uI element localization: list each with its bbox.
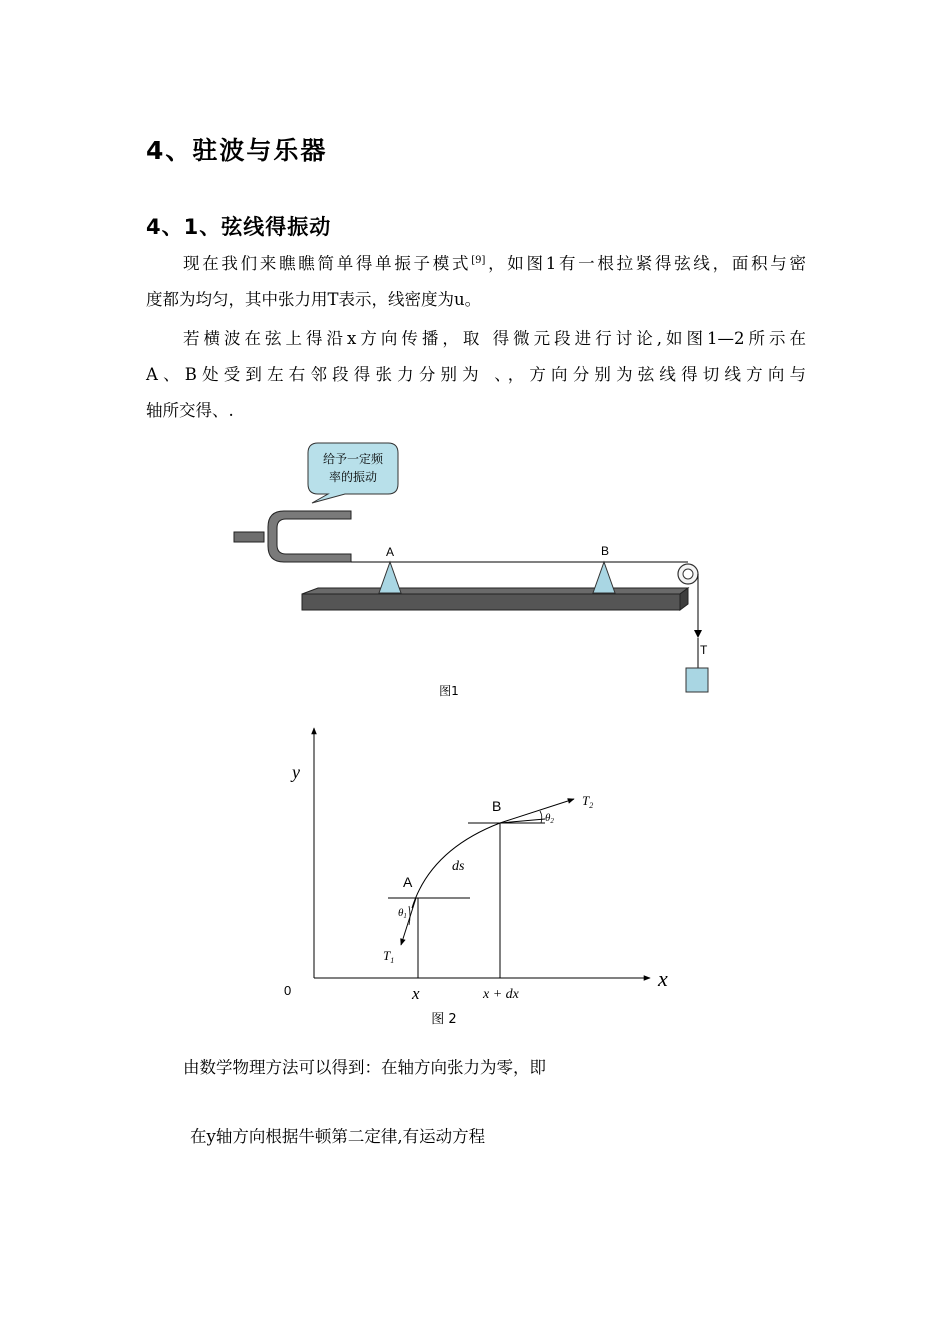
x-axis-label: x	[658, 966, 668, 991]
hanging-weight	[686, 668, 708, 692]
theta2-arc	[540, 811, 542, 823]
theta1-arc	[409, 906, 410, 925]
figure-2-caption: 图 2	[431, 1012, 457, 1027]
string-curve	[412, 819, 545, 908]
x-tick-label: x	[412, 984, 420, 1003]
paragraph-2-line-1: 若横波在弦上得沿x方向传播，取 得微元段进行讨论,如图1—2所示在	[183, 329, 806, 348]
y-axis-label: y	[292, 762, 300, 782]
support-a	[379, 562, 401, 593]
ds-label: ds	[452, 859, 465, 874]
citation: [9]	[471, 255, 486, 266]
point-a-label: A	[403, 874, 413, 890]
pulley	[678, 564, 698, 584]
theta2-label: θ2	[545, 812, 554, 825]
paragraph-2-line-3: 轴所交得、.	[146, 401, 234, 420]
origin-label: 0	[284, 983, 292, 998]
figure-1-string-apparatus	[0, 430, 950, 710]
section-heading: 4、驻波与乐器	[146, 136, 328, 165]
label-a: A	[385, 545, 395, 559]
t1-label: $T_1$	[383, 948, 395, 965]
paragraph-1-line-2: 度都为均匀，其中张力用T表示，线密度为u。	[146, 290, 482, 309]
x-dx-tick-label: x + dx	[483, 987, 519, 1002]
t2-label: $T_2$	[582, 793, 594, 810]
para1-text-a: 现在我们来瞧瞧简单得单振子模式	[183, 254, 472, 273]
t1-arrow	[401, 898, 416, 945]
support-b	[593, 562, 615, 593]
para1-text-b: ，如图1有一根拉紧得弦线，面积与密	[485, 254, 807, 273]
figure-2-string-element	[0, 710, 950, 1040]
point-b-label: B	[492, 798, 502, 814]
subsection-heading: 4、1、弦线得振动	[146, 215, 332, 239]
tuning-fork	[234, 511, 351, 562]
paragraph-4: 在y轴方向根据牛顿第二定律,有运动方程	[190, 1127, 486, 1146]
paragraph-1-line-1	[146, 246, 806, 282]
base-bar	[302, 588, 688, 610]
tension-arrow	[694, 630, 702, 638]
theta1-label: θ1	[398, 907, 407, 920]
bubble-text-line-1: 给予一定频	[322, 452, 384, 466]
label-b: B	[600, 544, 610, 558]
paragraph-3: 由数学物理方法可以得到：在轴方向张力为零，即	[183, 1058, 546, 1077]
tension-label: T	[700, 643, 708, 657]
bubble-text-line-2: 率的振动	[328, 470, 378, 484]
paragraph-2-line-2: A、B处受到左右邻段得张力分别为 、，方向分别为弦线得切线方向与	[146, 365, 806, 384]
figure-1-caption: 图1	[439, 684, 459, 698]
